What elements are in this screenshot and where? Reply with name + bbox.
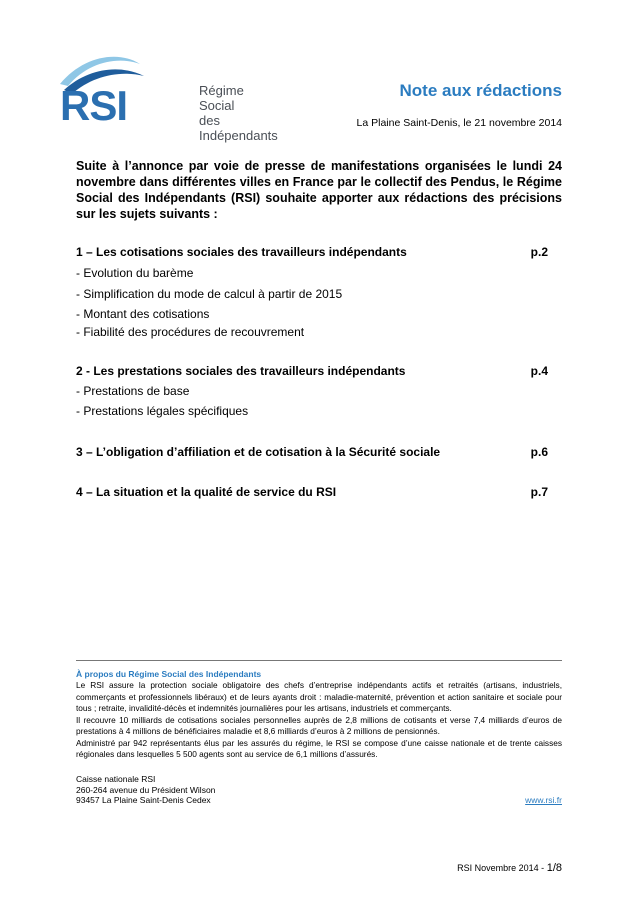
section-page-ref: p.2 — [530, 245, 548, 259]
intro-paragraph: Suite à l’annonce par voie de presse de manifestations organisées le lundi 24 novembre dans différentes villes en France par le collectif des Pendus, le Régime Social des Indépendants (RSI) souhaite apporter aux rédactions des précisions sur les sujets suivants : — [76, 159, 562, 221]
address-block — [76, 774, 215, 806]
section-heading — [76, 445, 562, 459]
list-item: - Prestations légales spécifiques — [76, 404, 249, 418]
section-heading — [76, 245, 562, 259]
logo-mark-text: RSI — [60, 82, 128, 129]
about-paragraph: Administré par 942 représentants élus par les assurés du régime, le RSI se compose d’une caisse nationale et de trente caisses régionales dans lesquelles 5 500 agents sont au service de 6,1 millions d’assurés. — [76, 737, 562, 759]
about-body — [76, 680, 562, 761]
about-divider — [76, 660, 562, 661]
section-heading — [76, 364, 562, 378]
list-item: - Simplification du mode de calcul à partir de 2015 — [76, 287, 343, 301]
about-paragraph: Le RSI assure la protection sociale obligatoire des chefs d’entreprise indépendants actifs et retraités (artisans, industriels, commerçants et professionnels libéraux) et de leurs ayants droit : maladie-maternité, prévention et action sanitaire et sociale pour tous ; retraite, invalidité-décès et indemnités journalières pour les artisans, industriels et commerçants. — [76, 680, 562, 713]
rsi-logo — [58, 46, 278, 143]
section-title: 2 - Les prestations sociales des travailleurs indépendants — [76, 364, 406, 378]
address-line: Caisse nationale RSI — [76, 774, 156, 784]
list-item: - Prestations de base — [76, 384, 190, 398]
about-paragraph: Il recouvre 10 milliards de cotisations sociales personnelles auprès de 2,8 millions de cotisants et verse 7,4 milliards d’euros de prestations à 4 millions de bénéficiaires maladie et 8,6 milliards d’euros à 2 millions de pensionnés. — [76, 714, 562, 736]
logo-tagline — [199, 83, 278, 143]
website-link[interactable]: www.rsi.fr — [525, 795, 562, 805]
place-date: La Plaine Saint-Denis, le 21 novembre 2014 — [356, 117, 562, 129]
section-page-ref: p.6 — [530, 445, 548, 459]
page-number: 1/8 — [546, 862, 562, 874]
section-title: 1 – Les cotisations sociales des travailleurs indépendants — [76, 245, 407, 259]
footer-label: RSI Novembre 2014 - — [457, 863, 545, 873]
section-page-ref: p.7 — [530, 485, 548, 499]
address-line: 260-264 avenue du Président Wilson — [76, 784, 216, 795]
list-item: - Evolution du barème — [76, 266, 194, 280]
logo-tagline-line2: des Indépendants — [199, 113, 278, 143]
logo-tagline-line1: Régime Social — [199, 83, 244, 113]
about-heading: À propos du Régime Social des Indépendants — [76, 669, 262, 679]
section-heading — [76, 485, 562, 499]
page-footer — [457, 862, 562, 874]
section-title: 3 – L’obligation d’affiliation et de cotisation à la Sécurité sociale — [76, 445, 441, 459]
address-line: 93457 La Plaine Saint-Denis Cedex — [76, 795, 211, 805]
list-item: - Fiabilité des procédures de recouvrement — [76, 325, 305, 339]
section-title: 4 – La situation et la qualité de service du RSI — [76, 485, 337, 499]
document-title: Note aux rédactions — [399, 81, 562, 100]
section-page-ref: p.4 — [530, 364, 548, 378]
list-item: - Montant des cotisations — [76, 307, 210, 321]
